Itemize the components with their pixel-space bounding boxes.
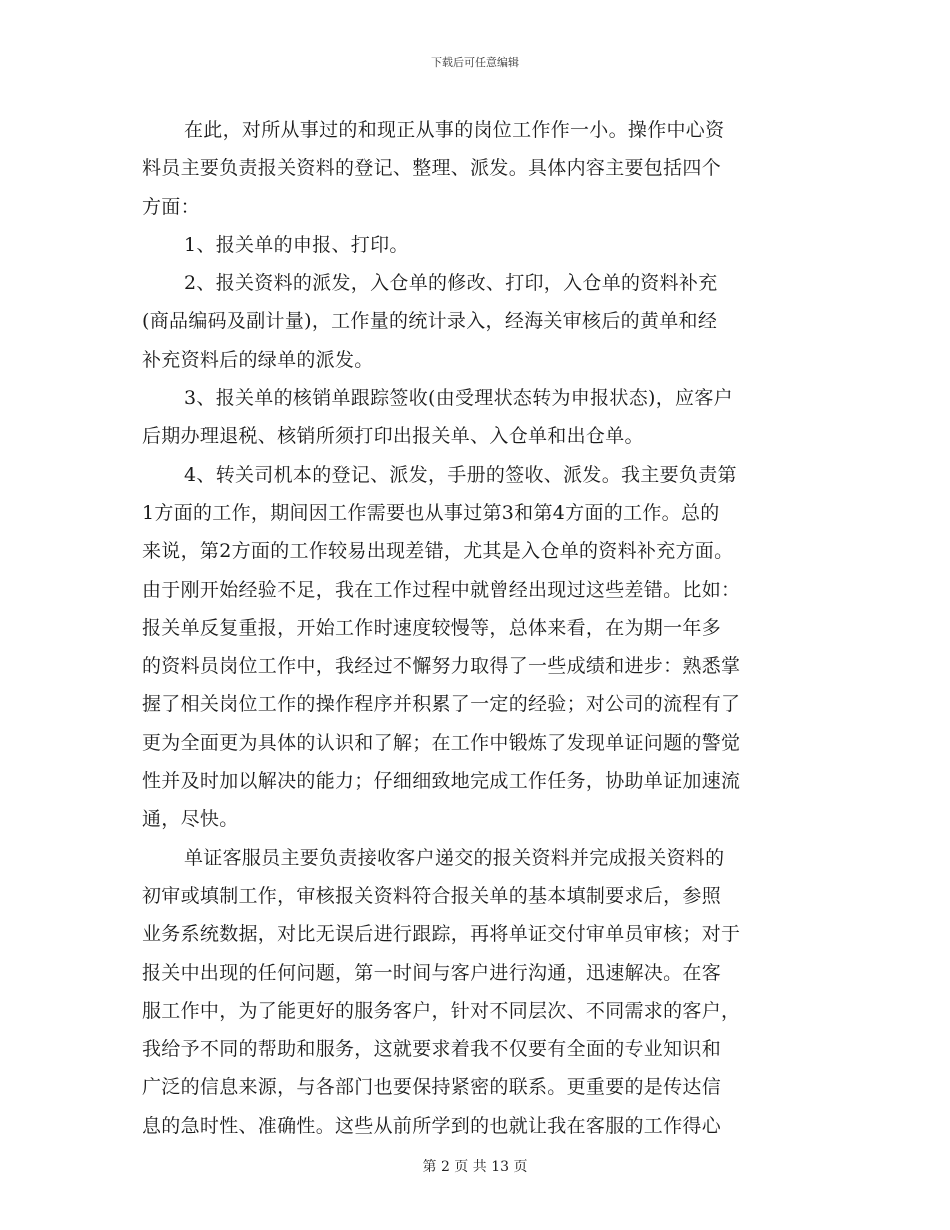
text-line: 更为全面更为具体的认识和了解；在工作中锻炼了发现单证问题的警觉 [142,731,741,754]
text-line: 1方面的工作，期间因工作需要也从事过第3和第4方面的工作。总的 [142,501,720,524]
text-line: 单证客服员主要负责接收客户递交的报关资料并完成报关资料的 [184,846,725,869]
text-line: 通，尽快。 [142,808,239,831]
text-line: 初审或填制工作，审核报关资料符合报关单的基本填制要求后，参照 [142,884,722,907]
text-line: 料员主要负责报关资料的登记、整理、派发。具体内容主要包括四个 [142,157,722,180]
text-line: 后期办理退税、核销所须打印出报关单、入仓单和出仓单。 [142,425,644,448]
text-line: 服工作中，为了能更好的服务客户，针对不同层次、不同需求的客户， [142,999,741,1022]
text-line: 由于刚开始经验不足，我在工作过程中就曾经出现过这些差错。比如： [142,578,741,601]
text-line: 方面： [142,195,200,218]
document-body [142,111,810,1145]
text-line: 广泛的信息来源，与各部门也要保持紧密的联系。更重要的是传达信 [142,1076,722,1099]
text-line: 我给予不同的帮助和服务，这就要求着我不仅要有全面的专业知识和 [142,1038,722,1061]
text-line: 报关中出现的任何问题，第一时间与客户进行沟通，迅速解决。在客 [142,961,722,984]
text-line: 来说，第2方面的工作较易出现差错，尤其是入仓单的资料补充方面。 [142,540,734,563]
text-line: 在此，对所从事过的和现正从事的岗位工作作一小。操作中心资 [184,119,725,141]
text-line: 4、转关司机本的登记、派发，手册的签收、派发。我主要负责第 [184,463,737,486]
text-line: 业务系统数据，对比无误后进行跟踪，再将单证交付审单员审核；对于 [142,923,741,946]
text-line: 补充资料后的绿单的派发。 [142,348,374,371]
text-line: 性并及时加以解决的能力；仔细细致地完成工作任务，协助单证加速流 [142,770,741,793]
text-line: 的资料员岗位工作中，我经过不懈努力取得了一些成绩和进步：熟悉掌 [142,655,741,678]
text-line: (商品编码及副计量)，工作量的统计录入，经海关审核后的黄单和经 [142,310,718,333]
page-header: 下载后可任意编辑 [431,56,519,69]
text-line: 握了相关岗位工作的操作程序并积累了一定的经验；对公司的流程有了 [142,693,741,716]
page-footer: 第 2 页 共 13 页 [422,1159,528,1175]
text-line: 3、报关单的核销单跟踪签收(由受理状态转为申报状态)，应客户 [184,387,733,410]
text-line: 1、报关单的申报、打印。 [184,233,409,256]
text-line: 2、报关资料的派发，入仓单的修改、打印，入仓单的资料补充 [184,272,718,295]
text-line: 息的急时性、准确性。这些从前所学到的也就让我在客服的工作得心 [142,1114,722,1137]
text-line: 报关单反复重报，开始工作时速度较慢等，总体来看，在为期一年多 [142,616,722,639]
